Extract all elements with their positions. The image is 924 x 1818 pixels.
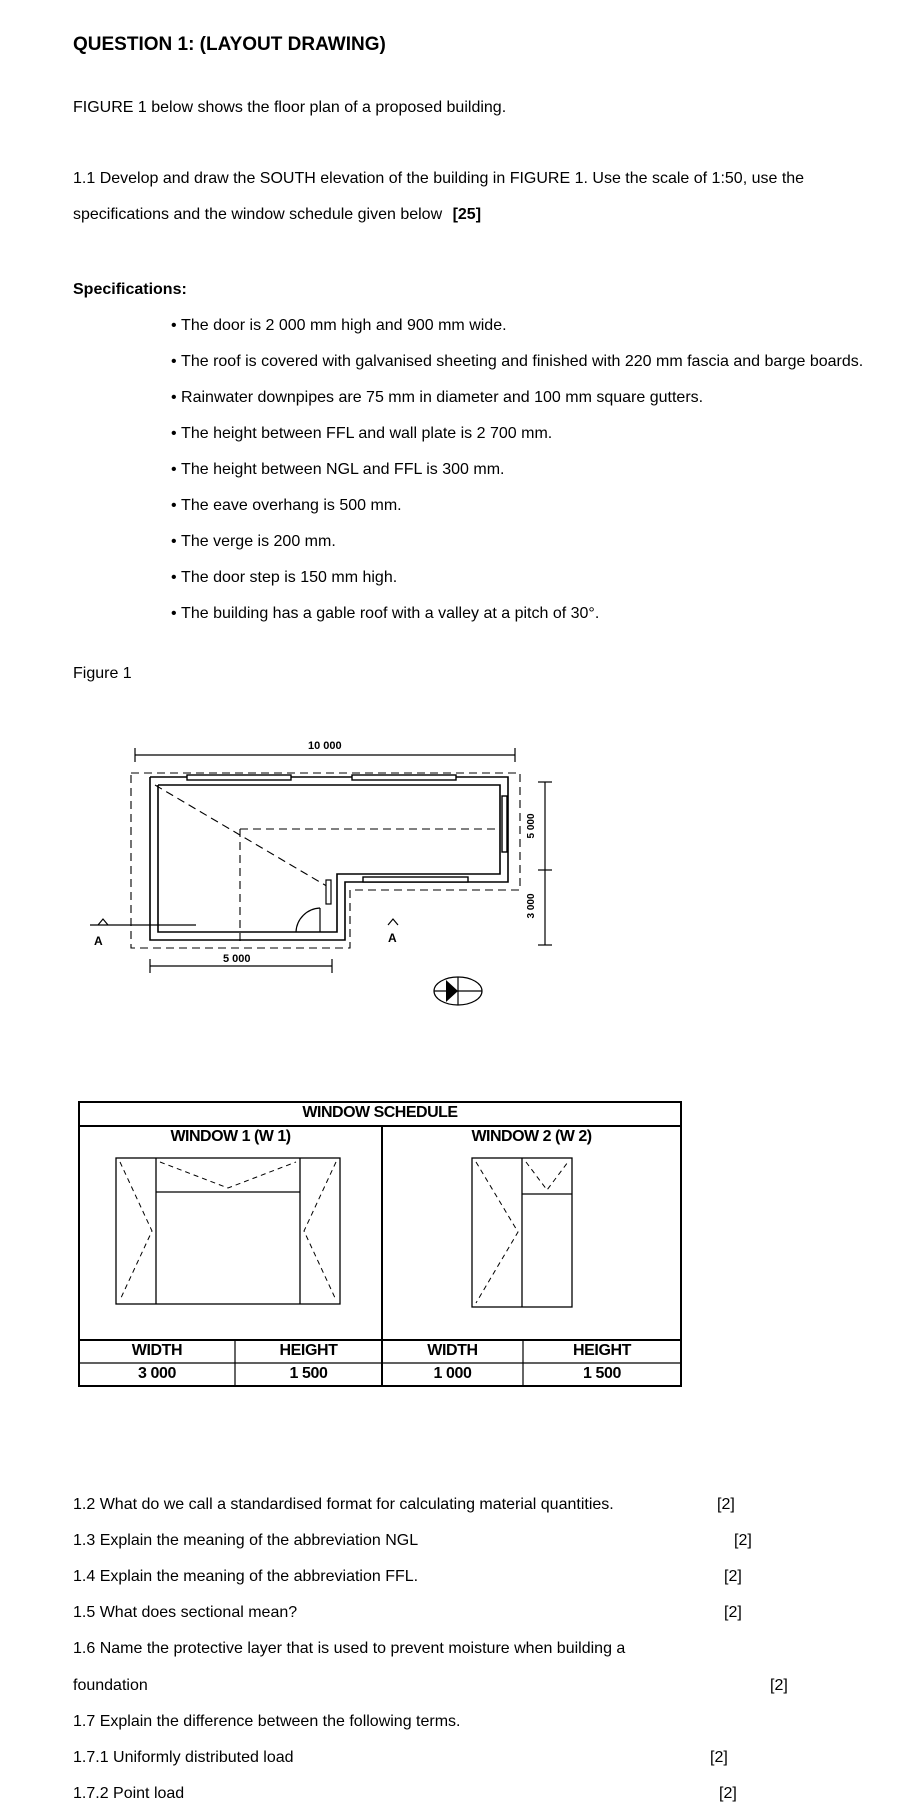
table-header-cell: HEIGHT <box>572 1342 632 1359</box>
table-cell: 1 000 <box>433 1365 472 1382</box>
question-1-7-1: 1.7.1 Uniformly distributed load <box>73 1749 294 1766</box>
question-1-7-2-marks: [2] <box>719 1785 737 1802</box>
table-header-cell: WIDTH <box>427 1342 478 1359</box>
table-header-cell: HEIGHT <box>279 1342 338 1359</box>
window-2-title: WINDOW 2 (W 2) <box>471 1128 592 1145</box>
dim-bottom-label: 5 000 <box>223 953 251 965</box>
question-1-7: 1.7 Explain the difference between the following terms. <box>73 1713 461 1730</box>
dim-top-label: 10 000 <box>308 740 342 752</box>
question-1-5-marks: [2] <box>724 1604 742 1621</box>
spec-item: • The door is 2 000 mm high and 900 mm wide. <box>171 317 507 335</box>
question-1-4-marks: [2] <box>724 1568 742 1585</box>
spec-item: • The verge is 200 mm. <box>171 533 336 551</box>
question-1-7-2: 1.7.2 Point load <box>73 1785 185 1802</box>
intro-text: FIGURE 1 below shows the floor plan of a proposed building. <box>73 99 507 116</box>
question-1-2-marks: [2] <box>717 1496 735 1513</box>
spec-item: • The door step is 150 mm high. <box>171 569 397 587</box>
question-1-6-cont: foundation <box>73 1677 148 1694</box>
dim-right-lower-label: 3 000 <box>526 893 537 919</box>
spec-item: • The roof is covered with galvanised sheeting and finished with 220 mm fascia and barge boards. <box>171 353 863 371</box>
question-1-2: 1.2 What do we call a standardised format for calculating material quantities. <box>73 1496 614 1513</box>
spec-item: • Rainwater downpipes are 75 mm in diameter and 100 mm square gutters. <box>171 389 703 407</box>
specifications-heading: Specifications: <box>73 281 187 298</box>
table-cell: 1 500 <box>582 1365 622 1382</box>
spec-item: • The eave overhang is 500 mm. <box>171 497 402 515</box>
question-1-6: 1.6 Name the protective layer that is used to prevent moisture when building a <box>73 1640 626 1657</box>
question-1-3-marks: [2] <box>734 1532 752 1549</box>
window-2-drawing <box>472 1158 572 1307</box>
window-schedule-title: WINDOW SCHEDULE <box>302 1104 458 1121</box>
question-1-6-marks: [2] <box>770 1677 788 1694</box>
spec-item: • The height between FFL and wall plate is 2 700 mm. <box>171 425 552 443</box>
table-header-cell: WIDTH <box>131 1342 183 1359</box>
section-label-left: A <box>94 934 103 948</box>
window-1-drawing <box>116 1158 340 1304</box>
table-cell: 1 500 <box>289 1365 328 1382</box>
question-1-5: 1.5 What does sectional mean? <box>73 1604 298 1621</box>
question-1-3: 1.3 Explain the meaning of the abbreviation NGL <box>73 1532 419 1549</box>
table-cell: 3 000 <box>137 1365 177 1382</box>
question-1-7-1-marks: [2] <box>710 1749 728 1766</box>
page-title: QUESTION 1: (LAYOUT DRAWING) <box>73 34 386 55</box>
window-1-title: WINDOW 1 (W 1) <box>170 1128 291 1145</box>
spec-item: • The building has a gable roof with a valley at a pitch of 30°. <box>171 605 599 623</box>
spec-item: • The height between NGL and FFL is 300 mm. <box>171 461 504 479</box>
question-1-1-text: specifications and the window schedule given below <box>73 206 443 223</box>
figure-caption: Figure 1 <box>73 665 132 682</box>
question-1-4: 1.4 Explain the meaning of the abbreviation FFL. <box>73 1568 419 1585</box>
question-1-1-marks: [25] <box>452 206 482 223</box>
question-1-1-line1: 1.1 Develop and draw the SOUTH elevation of the building in FIGURE 1. Use the scale of 1:50, use the <box>73 170 805 187</box>
section-label-right: A <box>388 931 397 945</box>
dim-right-upper-label: 5 000 <box>526 813 537 839</box>
